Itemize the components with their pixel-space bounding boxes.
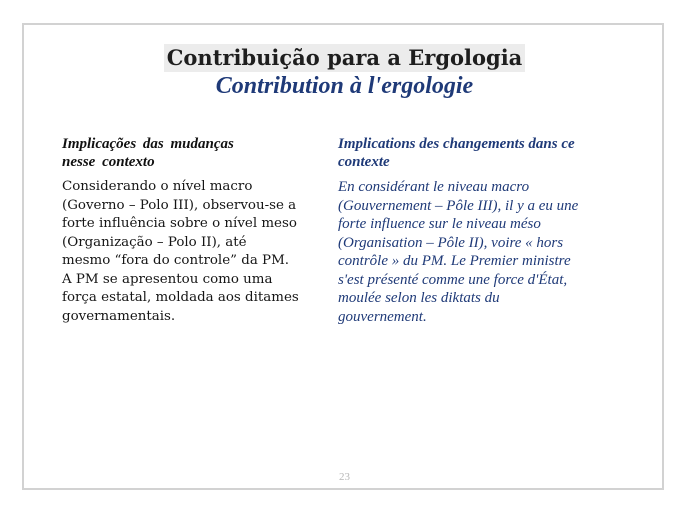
- page-number: 23: [339, 471, 350, 483]
- portuguese-heading-text: Implicações das mudanças nesse contexto: [62, 136, 234, 170]
- slide-title-portuguese: Contribuição para a Ergologia: [164, 44, 526, 72]
- slide-title-french: Contribution à l'ergologie: [215, 73, 474, 99]
- french-heading: [338, 135, 623, 171]
- french-column: [338, 135, 623, 326]
- portuguese-heading: [62, 135, 312, 171]
- french-body-text: En considérant le niveau macro (Gouvernement – Pôle III), il y a eu une forte influence sur le niveau méso (Organisation – Pôle II), voire « hors contrôle » du PM. Le Premier ministre s'est présenté comme une force d'État, moulée selon les diktats du gouvernement.: [338, 179, 579, 325]
- portuguese-column: [62, 135, 312, 326]
- french-heading-text: Implications des changements dans ce contexte: [338, 136, 575, 170]
- slide-title-block: [0, 44, 689, 100]
- portuguese-body-text: Considerando o nível macro (Governo – Polo III), observou-se a forte influência sobre o nível meso (Organização – Polo II), até mesmo “fora do controle” da PM. A PM se apresentou como uma força estatal, moldada aos ditames governamentais.: [62, 179, 299, 324]
